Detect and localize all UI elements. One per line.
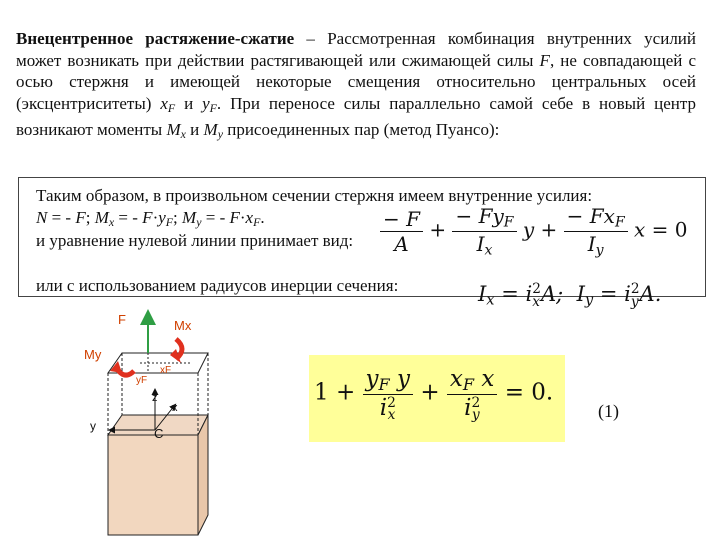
label-xF: xF	[160, 365, 172, 376]
radii-formula: $I_x = i$ 2 x A; $I_y = i$ 2 y A.	[478, 281, 662, 310]
label-F: F	[118, 312, 126, 327]
term-heading: Внецентренное растяжение-сжатие	[16, 29, 295, 48]
box-line-3: и уравнение нулевой линии принимает вид:	[36, 231, 354, 250]
label-C: C	[154, 426, 164, 441]
main-formula: 1 + $y_F$ y i 2 x + $x_F$ x i 2 y = 0.	[314, 366, 554, 424]
box-line-4: или с использованием радиусов инерции сечения:	[36, 276, 399, 295]
label-yF: yF	[136, 375, 148, 386]
block-side-face	[198, 415, 208, 535]
label-Mx: Mx	[174, 318, 192, 333]
label-x: x	[172, 402, 178, 414]
label-My: My	[84, 347, 102, 362]
box-line-2: N = - F; $M_x$ = - $F\cdot y_F$; $M_y$ = - $F\cdot x_F$.	[36, 208, 265, 229]
label-y: y	[90, 419, 96, 433]
zero-line-formula: $\frac{- F}{A}$ + $\frac{- Fy_F}{I_x}$ y + $\frac{- Fx_F}{I_y}$ x = 0	[380, 204, 688, 258]
label-z: z	[152, 392, 158, 404]
block-front-face	[108, 435, 198, 535]
intro-paragraph: Внецентренное растяжение-сжатие – Рассмотренная комбинация внутренних усилий может возникать при действии растягивающей или сжимающей силы F, не совпадающей с осью стержня и имеющей некоторые смещения относительно центральных осей (эксцентриситеты) $x_F$ и $y_F$. При переносе силы параллельно самой себе в новый центр возникают моменты $M_x$ и $M_y$ присоединенных пар (метод Пуансо):	[16, 29, 697, 141]
bar-diagram	[80, 305, 220, 537]
box-line-1: Таким образом, в произвольном сечении стержня имеем внутренние усилия:	[36, 186, 593, 205]
equation-number: (1)	[598, 401, 619, 421]
